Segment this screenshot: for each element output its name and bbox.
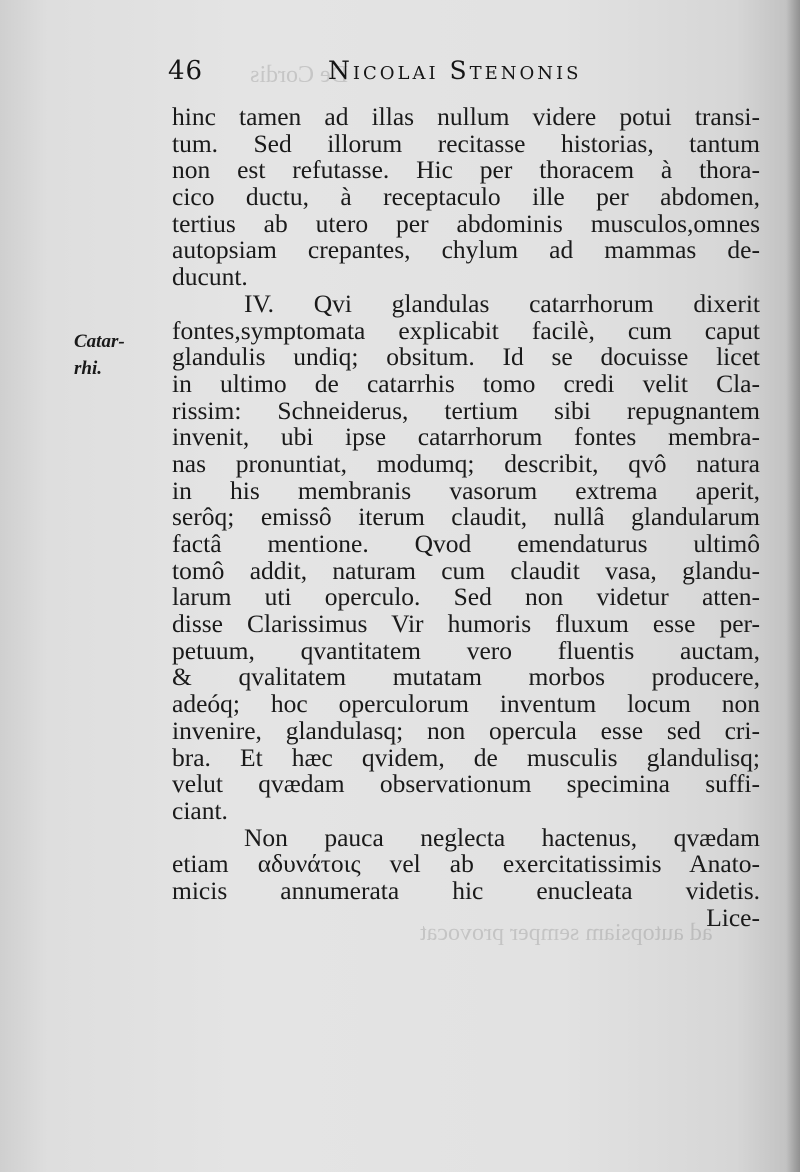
text-line: autopsiam crepantes, chylum ad mammas de-	[172, 235, 760, 265]
text-line: in his membranis vasorum extrema aperit,	[172, 475, 760, 505]
text-line: & qvalitatem mutatam morbos producere,	[172, 662, 760, 692]
page-header	[168, 56, 758, 96]
show-through-text: De Cordis	[250, 62, 348, 88]
text-line: glandulis undiq; obsitum. Id se docuisse licet	[172, 342, 760, 372]
text-line: tomô addit, naturam cum claudit vasa, glandu-	[172, 555, 760, 585]
section-heading-line: IV. Qvi glandulas catarrhorum dixerit	[244, 288, 760, 318]
margin-note-line: Catar-	[74, 331, 125, 352]
page-edge-shadow	[786, 0, 800, 1172]
running-head: Nicolai Stenonis	[328, 56, 582, 85]
show-through-text: ad autopsiam semper provocat	[420, 920, 713, 946]
text-line: serôq; emissô iterum claudit, nullâ glandularum	[172, 502, 760, 532]
text-line: ducunt.	[172, 262, 248, 292]
text-line: in ultimo de catarrhis tomo credi velit Cla-	[172, 368, 760, 398]
margin-note	[74, 328, 125, 382]
text-line: etiam αδυνάτοις vel ab exercitatissimis Anato-	[172, 849, 760, 879]
paragraph-start-line: Non pauca neglecta hactenus, qvædam	[244, 822, 760, 852]
text-line: adeóq; hoc operculorum inventum locum non	[172, 689, 760, 719]
text-line: non est refutasse. Hic per thoracem à thora-	[172, 155, 760, 185]
text-line: petuum, qvantitatem vero fluentis auctam,	[172, 635, 760, 665]
text-line: bra. Et hæc qvidem, de musculis glandulisq;	[172, 742, 760, 772]
text-line: factâ mentione. Qvod emendaturus ultimô	[172, 529, 760, 558]
text-line: rissim: Schneiderus, tertium sibi repugnantem	[172, 395, 760, 425]
text-line: disse Clarissimus Vir humoris fluxum esse per-	[172, 609, 760, 639]
text-line: tum. Sed illorum recitasse historias, tantum	[172, 128, 760, 158]
text-line: micis annumerata hic enucleata videtis.	[172, 875, 760, 905]
margin-note-line: rhi.	[74, 358, 102, 379]
text-line: invenit, ubi ipse catarrhorum fontes membra-	[172, 422, 760, 452]
text-line: cico ductu, à receptaculo ille per abdomen,	[172, 182, 760, 212]
text-line: velut qvædam observationum specimina suffi-	[172, 769, 760, 799]
text-line: nas pronuntiat, modumq; describit, qvô natura	[172, 448, 760, 478]
catchword: Lice-	[706, 902, 760, 932]
text-line: larum uti operculo. Sed non videtur atten-	[172, 582, 760, 612]
text-line: ciant.	[172, 795, 228, 825]
body-text	[172, 104, 760, 931]
page-number: 46	[168, 56, 204, 86]
text-line: hinc tamen ad illas nullum videre potui transi-	[172, 102, 760, 131]
text-line: fontes,symptomata explicabit facilè, cum caput	[172, 315, 760, 345]
text-line: invenire, glandulasq; non opercula esse sed cri-	[172, 715, 760, 745]
text-line: tertius ab utero per abdominis musculos,omnes	[172, 208, 760, 238]
